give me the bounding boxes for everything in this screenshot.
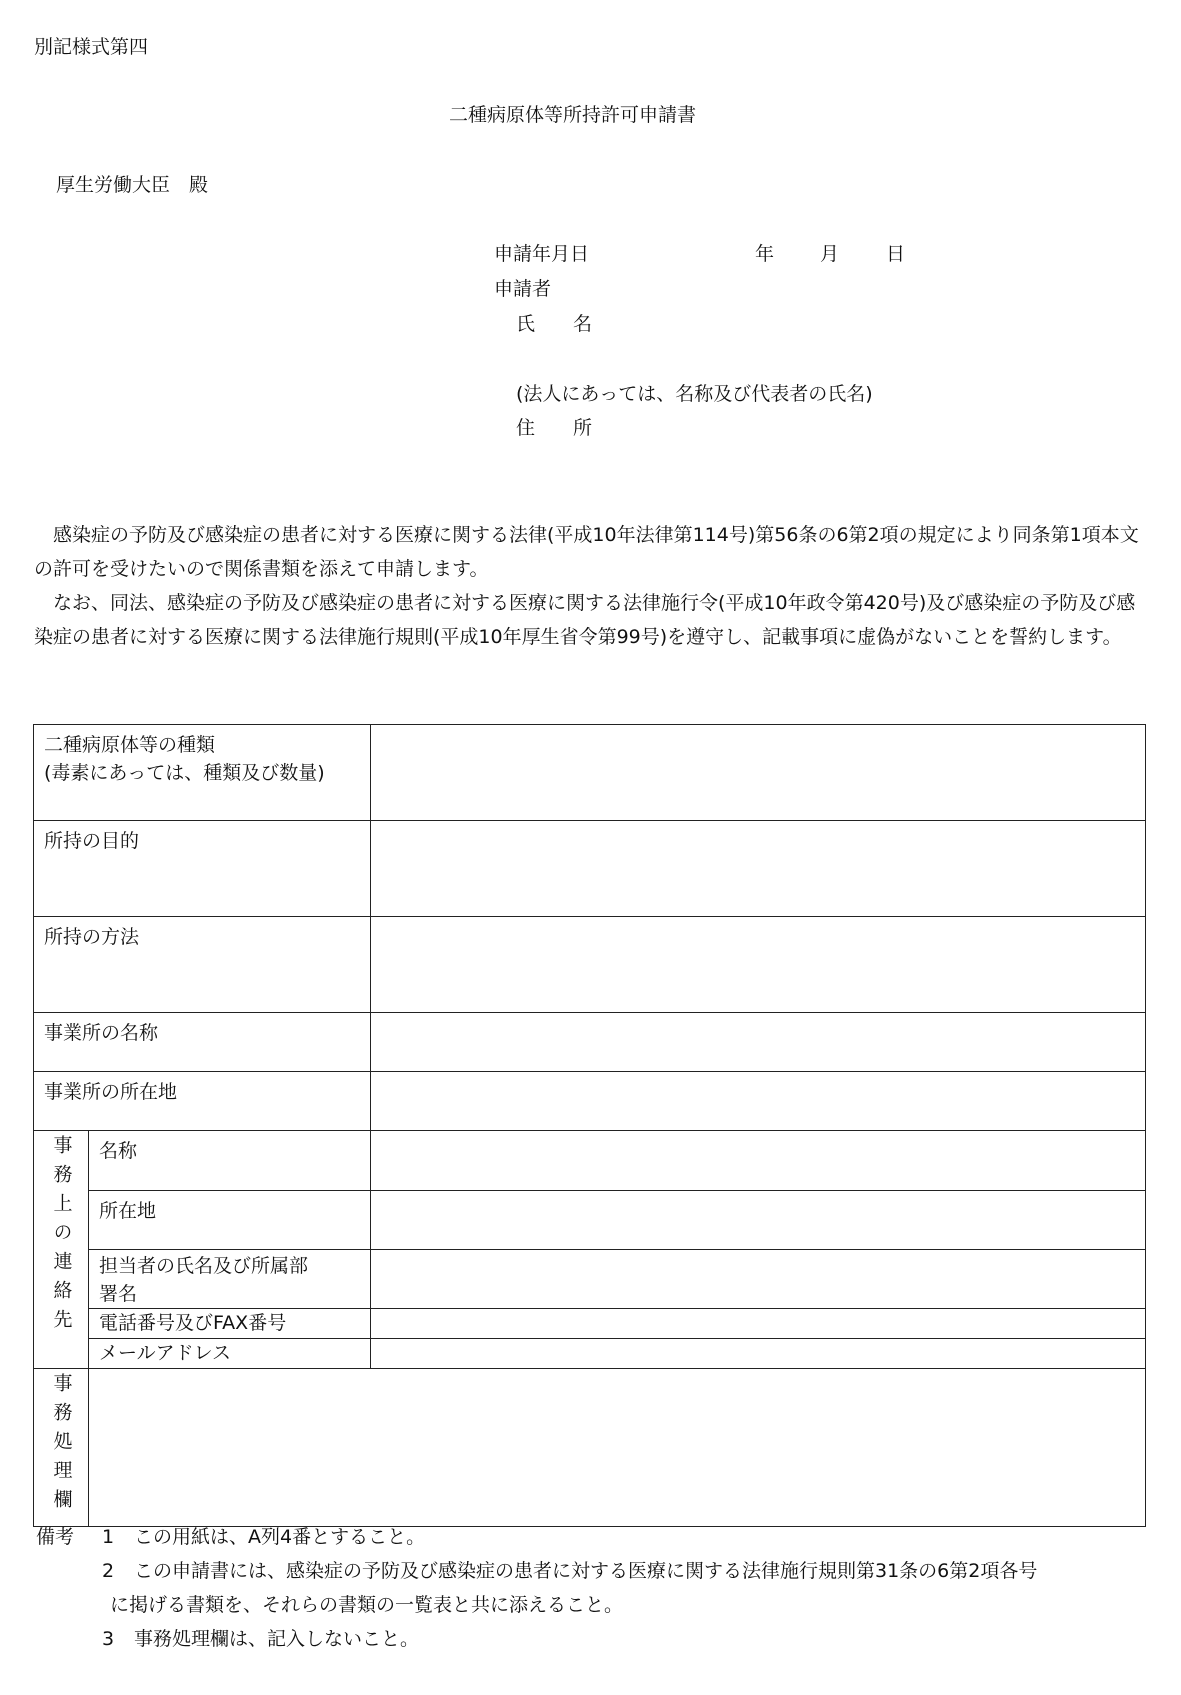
facility-address-label: 事業所の所在地 — [34, 1072, 371, 1131]
note-text: 事務処理欄は、記入しないこと。 — [134, 1628, 420, 1650]
note-number: 3 — [102, 1628, 115, 1650]
application-form-table — [33, 724, 1146, 1527]
note-number: 2 — [102, 1560, 115, 1582]
applicant-label: 申請者 — [494, 278, 552, 300]
table-row — [34, 917, 1146, 1013]
contact-phone-label: 電話番号及びFAX番号 — [89, 1309, 371, 1339]
contact-address-label: 所在地 — [89, 1191, 371, 1250]
contact-name-label: 名称 — [89, 1131, 371, 1191]
table-row — [34, 1339, 1146, 1369]
office-use-text: 事務処理欄 — [50, 1373, 73, 1518]
pathogen-type-label — [34, 725, 371, 821]
table-row — [34, 1250, 1146, 1309]
method-label: 所持の方法 — [34, 917, 371, 1013]
corporate-note: (法人にあっては、名称及び代表者の氏名) — [516, 383, 873, 405]
declaration-paragraph-2: なお、同法、感染症の予防及び感染症の患者に対する医療に関する法律施行令(平成10年政令第420号)及び感染症の予防及び感染症の患者に対する医療に関する法律施行規則(平成10年厚生省令第99号)を遵守し、記載事項に虚偽がないことを誓約します。 — [34, 592, 1136, 648]
pathogen-type-line-1: 二種病原体等の種類 — [44, 734, 216, 756]
table-row — [34, 1309, 1146, 1339]
contact-person-line-2: 署名 — [99, 1283, 138, 1305]
table-row — [34, 1191, 1146, 1250]
pathogen-type-field[interactable] — [371, 725, 1146, 821]
table-row — [34, 1072, 1146, 1131]
notes-label: 備考 — [36, 1526, 75, 1548]
purpose-field[interactable] — [371, 821, 1146, 917]
contact-email-label: メールアドレス — [89, 1339, 371, 1369]
facility-name-label: 事業所の名称 — [34, 1013, 371, 1072]
declaration-paragraph-1: 感染症の予防及び感染症の患者に対する医療に関する法律(平成10年法律第114号)第56条の6第2項の規定により同条第1項本文の許可を受けたいので関係書類を添えて申請します。 — [34, 524, 1139, 580]
addressee: 厚生労働大臣 殿 — [56, 174, 209, 196]
notes-section — [36, 1520, 1038, 1656]
contact-person-field[interactable] — [371, 1250, 1146, 1309]
facility-name-field[interactable] — [371, 1013, 1146, 1072]
page-title: 二種病原体等所持許可申請書 — [449, 104, 697, 126]
table-row — [34, 1013, 1146, 1072]
form-label: 別記様式第四 — [34, 36, 149, 58]
office-use-label — [34, 1369, 89, 1527]
declaration-text — [34, 518, 1150, 654]
name-label: 氏 名 — [516, 313, 593, 335]
note-number: 1 — [102, 1526, 115, 1548]
table-row — [34, 725, 1146, 821]
facility-address-field[interactable] — [371, 1072, 1146, 1131]
contact-person-line-1: 担当者の氏名及び所属部 — [99, 1255, 309, 1277]
table-row — [34, 1131, 1146, 1191]
month-label: 月 — [820, 243, 840, 265]
table-row — [34, 821, 1146, 917]
date-label: 申請年月日 — [494, 243, 590, 265]
note-text-continued: に掲げる書類を、それらの書類の一覧表と共に添えること。 — [110, 1594, 624, 1616]
note-text: この用紙は、A列4番とすること。 — [134, 1526, 426, 1548]
table-row — [34, 1369, 1146, 1527]
pathogen-type-line-2: (毒素にあっては、種類及び数量) — [44, 762, 325, 784]
contact-name-field[interactable] — [371, 1131, 1146, 1191]
contact-group-label — [34, 1131, 89, 1369]
note-text: この申請書には、感染症の予防及び感染症の患者に対する医療に関する法律施行規則第31条の6第2項各号 — [134, 1560, 1038, 1582]
office-use-field — [89, 1369, 1146, 1527]
contact-address-field[interactable] — [371, 1191, 1146, 1250]
day-label: 日 — [886, 243, 906, 265]
address-label: 住 所 — [516, 417, 593, 439]
contact-person-label — [89, 1250, 371, 1309]
method-field[interactable] — [371, 917, 1146, 1013]
contact-phone-field[interactable] — [371, 1309, 1146, 1339]
contact-group-text: 事務上の連絡先 — [50, 1135, 73, 1338]
year-label: 年 — [755, 243, 775, 265]
purpose-label: 所持の目的 — [34, 821, 371, 917]
contact-email-field[interactable] — [371, 1339, 1146, 1369]
